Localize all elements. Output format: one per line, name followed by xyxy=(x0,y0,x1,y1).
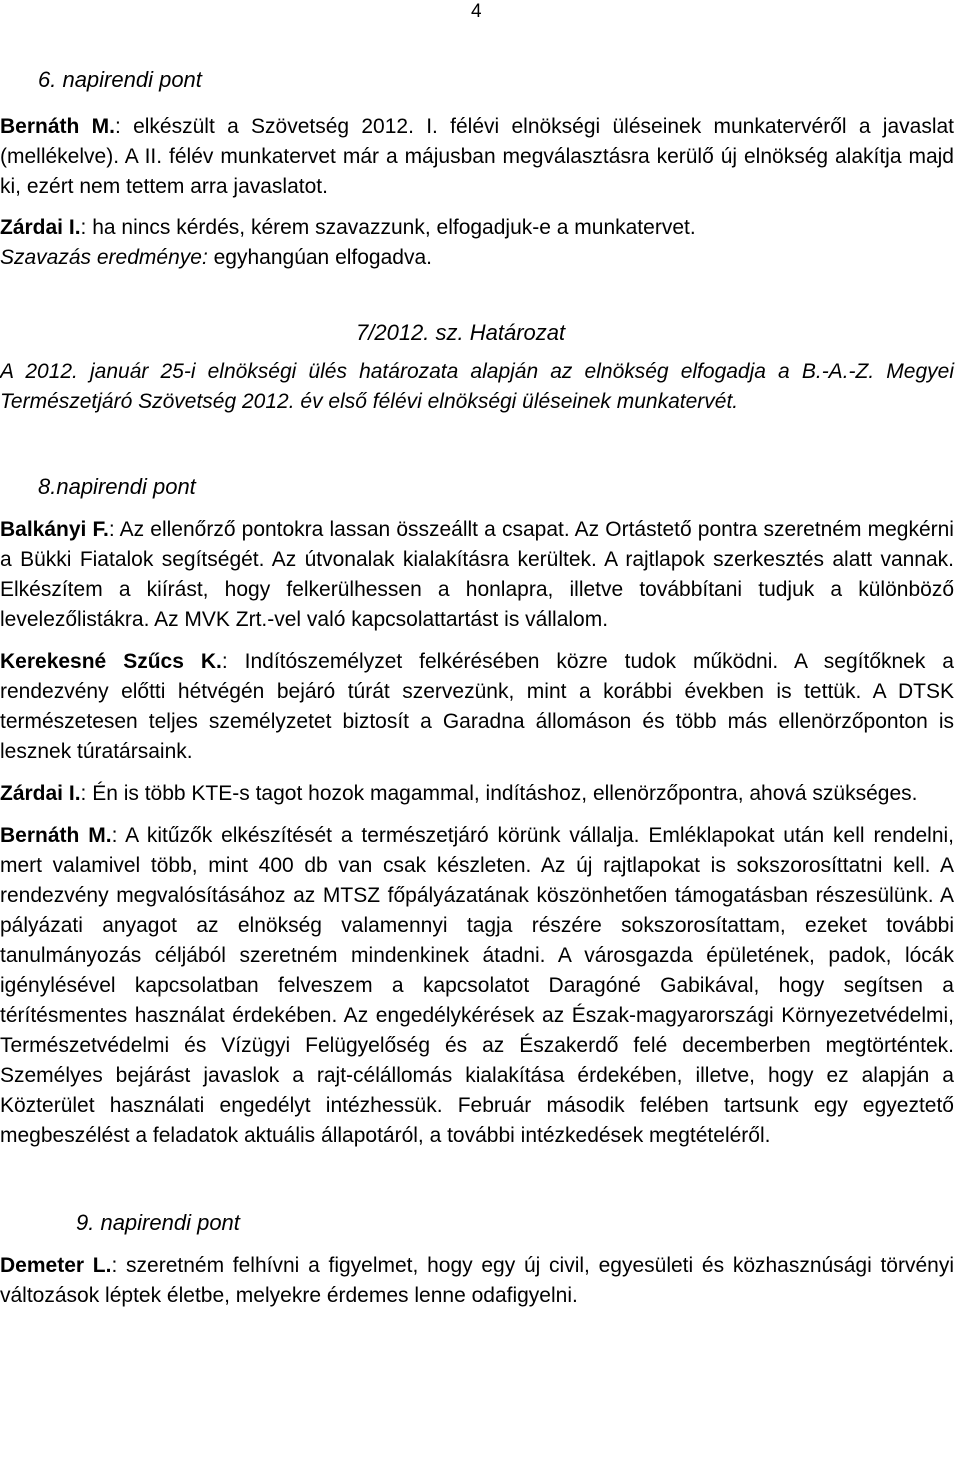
paragraph-text: : Az ellenőrző pontokra lassan összeállt a csapat. Az Ortástető pontra szeretném megkérni a Bükki Fiatalok segítségét. Az útvonalak kialakításra kerültek. A rajtlapok szerkesztés alatt vannak. Elkészítem a kiírást, hogy felkerülhessen a honlapra, illetve továbbítani tudjuk a különböző levelezőlistákra. Az MVK Zrt.-vel való kapcsolattartást is vállalom. xyxy=(0,518,954,631)
agenda-heading-8: 8.napirendi pont xyxy=(38,474,196,499)
paragraph-balkanyi xyxy=(0,515,954,635)
speaker-name: Zárdai I. xyxy=(0,782,81,805)
speaker-name: Demeter L. xyxy=(0,1254,112,1277)
paragraph-zardai-6 xyxy=(0,213,954,243)
paragraph-text: : Én is több KTE-s tagot hozok magammal, indításhoz, ellenörzőpontra, ahová szükséges. xyxy=(80,782,918,805)
paragraph-text: : elkészült a Szövetség 2012. I. félévi elnökségi üléseinek munkatervéről a javaslat (mellékelve). A II. félév munkatervet már a májusban megválasztásra kerülő új elnökség alakítja majd ki, ezért nem tettem arra javaslatot. xyxy=(0,115,954,198)
speaker-name: Kerekesné Szűcs K. xyxy=(0,650,222,673)
agenda-heading-6: 6. napirendi pont xyxy=(38,67,202,92)
paragraph-bernath-6 xyxy=(0,112,954,202)
vote-result xyxy=(0,243,954,273)
speaker-name: Zárdai I. xyxy=(0,216,81,239)
paragraph-text: : A kitűzők elkészítését a természetjáró körünk vállalja. Emléklapokat után kell rendelni, mert valamivel több, mint 400 db van csak készleten. Az új rajtlapokat is sokszorosíttatni kell. A rendezvény megvalósításához az MTSZ főpályázatának köszönhetően támogatásban részesülünk. A pályázati anyagot az elnökség valamennyi tagja részére sokszorosítattam, ezeket további tanulmányozás céljából szeretném mindenkinek átadni. A városgazda épületének, padok, lócák igénylésével kapcsolatban felveszem a kapcsolatot Daragóné Gabikával, hogy segítsen a térítésmentes használat érdekében. Az engedélykérések az Észak-magyarországi Környezetvédelmi, Természetvédelmi és Vízügyi Felügyelőség és az Északerdő felé decemberben megtörténtek. Személyes bejárást javaslok a rajt-célállomás kialakítása érdekében, illetve, hogy ez alapján a Közterület használati engedélyt intézhessük. Február második felében tartsunk egy egyeztető megbeszélést a feladatok aktuális állapotáról, a további intézkedések megtételéről. xyxy=(0,824,954,1147)
resolution-text: A 2012. január 25-i elnökségi ülés határozata alapján az elnökség elfogadja a B.-A.-Z. Megyei Természetjáró Szövetség 2012. év első félévi elnökségi üléseinek munkatervét. xyxy=(0,360,954,413)
speaker-name: Bernáth M. xyxy=(0,824,112,847)
vote-label: Szavazás eredménye: xyxy=(0,246,208,269)
paragraph-kerekesne xyxy=(0,647,954,767)
paragraph-text: : ha nincs kérdés, kérem szavazzunk, elfogadjuk-e a munkatervet. xyxy=(80,216,696,239)
document-body xyxy=(0,64,954,1311)
speaker-name: Balkányi F. xyxy=(0,518,109,541)
paragraph-text: : Indítószemélyzet felkérésében közre tudok működni. A segítőknek a rendezvény előtti hétvégén bejáró túrát szervezünk, mint a korábbi években is tettük. A DTSK természetesen teljes személyzetet biztosít a Garadna állomáson és több más ellenörzőponton is lesznek túratársaink. xyxy=(0,650,954,763)
resolution-title: 7/2012. sz. Határozat xyxy=(356,320,566,345)
speaker-name: Bernáth M. xyxy=(0,115,115,138)
vote-value: egyhangúan elfogadva. xyxy=(207,246,432,269)
page-number: 4 xyxy=(471,1,482,22)
paragraph-zardai-8 xyxy=(0,779,954,809)
paragraph-demeter xyxy=(0,1251,954,1311)
agenda-heading-9: 9. napirendi pont xyxy=(76,1210,240,1235)
paragraph-text: : szeretném felhívni a figyelmet, hogy egy új civil, egyesületi és közhasznúsági törvényi változások léptek életbe, melyekre érdemes lenne odafigyelni. xyxy=(0,1254,955,1307)
paragraph-bernath-8 xyxy=(0,821,954,1151)
